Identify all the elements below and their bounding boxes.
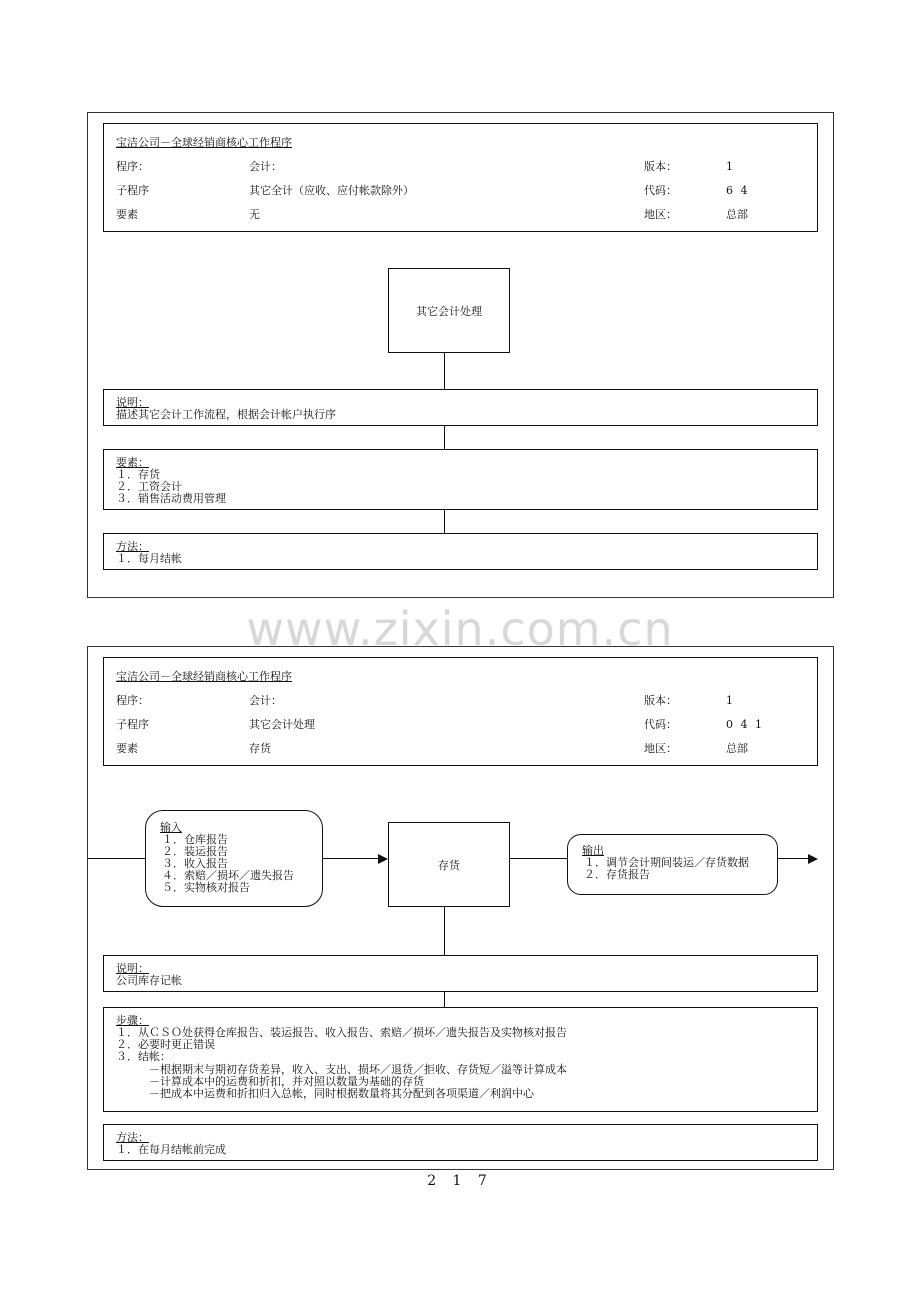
steps-item: －根据期末与期初存货差异，收入、支出、损坏／退货／拒收、存货短／溢等计算成本 bbox=[116, 1063, 567, 1076]
description-text: 公司库存记帐 bbox=[116, 974, 182, 987]
steps-item: ３．结帐： bbox=[116, 1050, 171, 1063]
process-box-label: 其它会计处理 bbox=[416, 304, 482, 318]
code-label: 代码： bbox=[644, 184, 677, 197]
connector-line bbox=[444, 426, 445, 449]
steps-box bbox=[103, 1007, 818, 1112]
steps-heading: 步骤： bbox=[116, 1014, 149, 1027]
page1-header bbox=[103, 123, 818, 232]
connector-line bbox=[444, 510, 445, 533]
code-value: 6 4 bbox=[726, 184, 750, 197]
element-value: 无 bbox=[249, 208, 260, 221]
method-box bbox=[103, 533, 818, 570]
version-label: 版本： bbox=[644, 694, 677, 707]
page-number: 2 1 7 bbox=[427, 1173, 493, 1189]
method-item: １．每月结帐 bbox=[116, 552, 182, 565]
output-heading: 输出 bbox=[582, 844, 604, 857]
steps-item: ２．必要时更正错误 bbox=[116, 1038, 215, 1051]
input-heading: 输入 bbox=[160, 821, 182, 834]
flow-line-in bbox=[88, 858, 145, 859]
elements-box bbox=[103, 449, 818, 510]
steps-item: －把成本中运费和折扣归入总帐，同时根据数量将其分配到各项渠道／利润中心 bbox=[116, 1087, 534, 1100]
region-value: 总部 bbox=[726, 208, 748, 221]
subprogram-value: 其它全计（应收、应付帐款除外） bbox=[249, 184, 414, 197]
subprogram-label: 子程序 bbox=[116, 718, 149, 731]
page2-header bbox=[103, 657, 818, 766]
elements-item: １．存货 bbox=[116, 468, 160, 481]
program-label: 程序： bbox=[116, 694, 149, 707]
program-value: 会计： bbox=[249, 694, 282, 707]
region-label: 地区： bbox=[644, 208, 677, 221]
element-value: 存货 bbox=[249, 742, 271, 755]
element-label: 要素 bbox=[116, 742, 138, 755]
description-box bbox=[103, 389, 818, 426]
steps-item: －计算成本中的运费和折扣，并对照以数量为基础的存货 bbox=[116, 1075, 424, 1088]
output-item: ２．存货报告 bbox=[584, 868, 650, 881]
region-label: 地区： bbox=[644, 742, 677, 755]
flow-line-to-process bbox=[323, 858, 379, 859]
input-item: １．仓库报告 bbox=[162, 833, 228, 846]
connector-line bbox=[444, 353, 445, 389]
input-item: ４．索赔／损坏／遗失报告 bbox=[162, 869, 294, 882]
process-box-label: 存货 bbox=[438, 858, 460, 872]
elements-item: ３．销售活动费用管理 bbox=[116, 492, 226, 505]
subprogram-value: 其它会计处理 bbox=[249, 718, 315, 731]
program-label: 程序： bbox=[116, 160, 149, 173]
version-value: 1 bbox=[726, 694, 733, 707]
method-item: １．在每月结帐前完成 bbox=[116, 1143, 226, 1156]
method-box bbox=[103, 1124, 818, 1161]
input-box bbox=[145, 810, 323, 907]
process-box bbox=[388, 822, 510, 907]
connector-line bbox=[444, 907, 445, 955]
description-heading: 说明： bbox=[116, 962, 149, 975]
steps-item: １．从ＣＳＯ处获得仓库报告、装运报告、收入报告、索赔／损坏／遗失报告及实物核对报告 bbox=[116, 1026, 567, 1039]
elements-item: ２．工资会计 bbox=[116, 480, 182, 493]
region-value: 总部 bbox=[726, 742, 748, 755]
output-item: １．调节会计期间装运／存货数据 bbox=[584, 856, 749, 869]
process-box bbox=[388, 268, 510, 353]
description-heading: 说明： bbox=[116, 396, 149, 409]
input-item: ５．实物核对报告 bbox=[162, 881, 250, 894]
method-heading: 方法： bbox=[116, 1131, 149, 1144]
flow-line-out bbox=[778, 858, 809, 859]
flow-line-to-output bbox=[510, 858, 567, 859]
program-value: 会计： bbox=[249, 160, 282, 173]
code-label: 代码： bbox=[644, 718, 677, 731]
connector-line bbox=[444, 992, 445, 1007]
watermark: www.zixin.com.cn bbox=[246, 602, 674, 656]
description-text: 描述其它会计工作流程，根据会计帐户执行序 bbox=[116, 408, 336, 421]
output-box bbox=[567, 834, 778, 895]
header-title: 宝洁公司－全球经销商核心工作程序 bbox=[116, 136, 292, 149]
code-value: 0 4 1 bbox=[726, 718, 764, 731]
input-item: ２．装运报告 bbox=[162, 845, 228, 858]
method-heading: 方法： bbox=[116, 540, 149, 553]
arrow-icon bbox=[378, 854, 388, 864]
arrow-icon bbox=[808, 854, 818, 864]
elements-heading: 要素： bbox=[116, 456, 149, 469]
subprogram-label: 子程序 bbox=[116, 184, 149, 197]
element-label: 要素 bbox=[116, 208, 138, 221]
header-title: 宝洁公司－全球经销商核心工作程序 bbox=[116, 670, 292, 683]
version-label: 版本： bbox=[644, 160, 677, 173]
version-value: 1 bbox=[726, 160, 733, 173]
input-item: ３．收入报告 bbox=[162, 857, 228, 870]
description-box bbox=[103, 955, 818, 992]
